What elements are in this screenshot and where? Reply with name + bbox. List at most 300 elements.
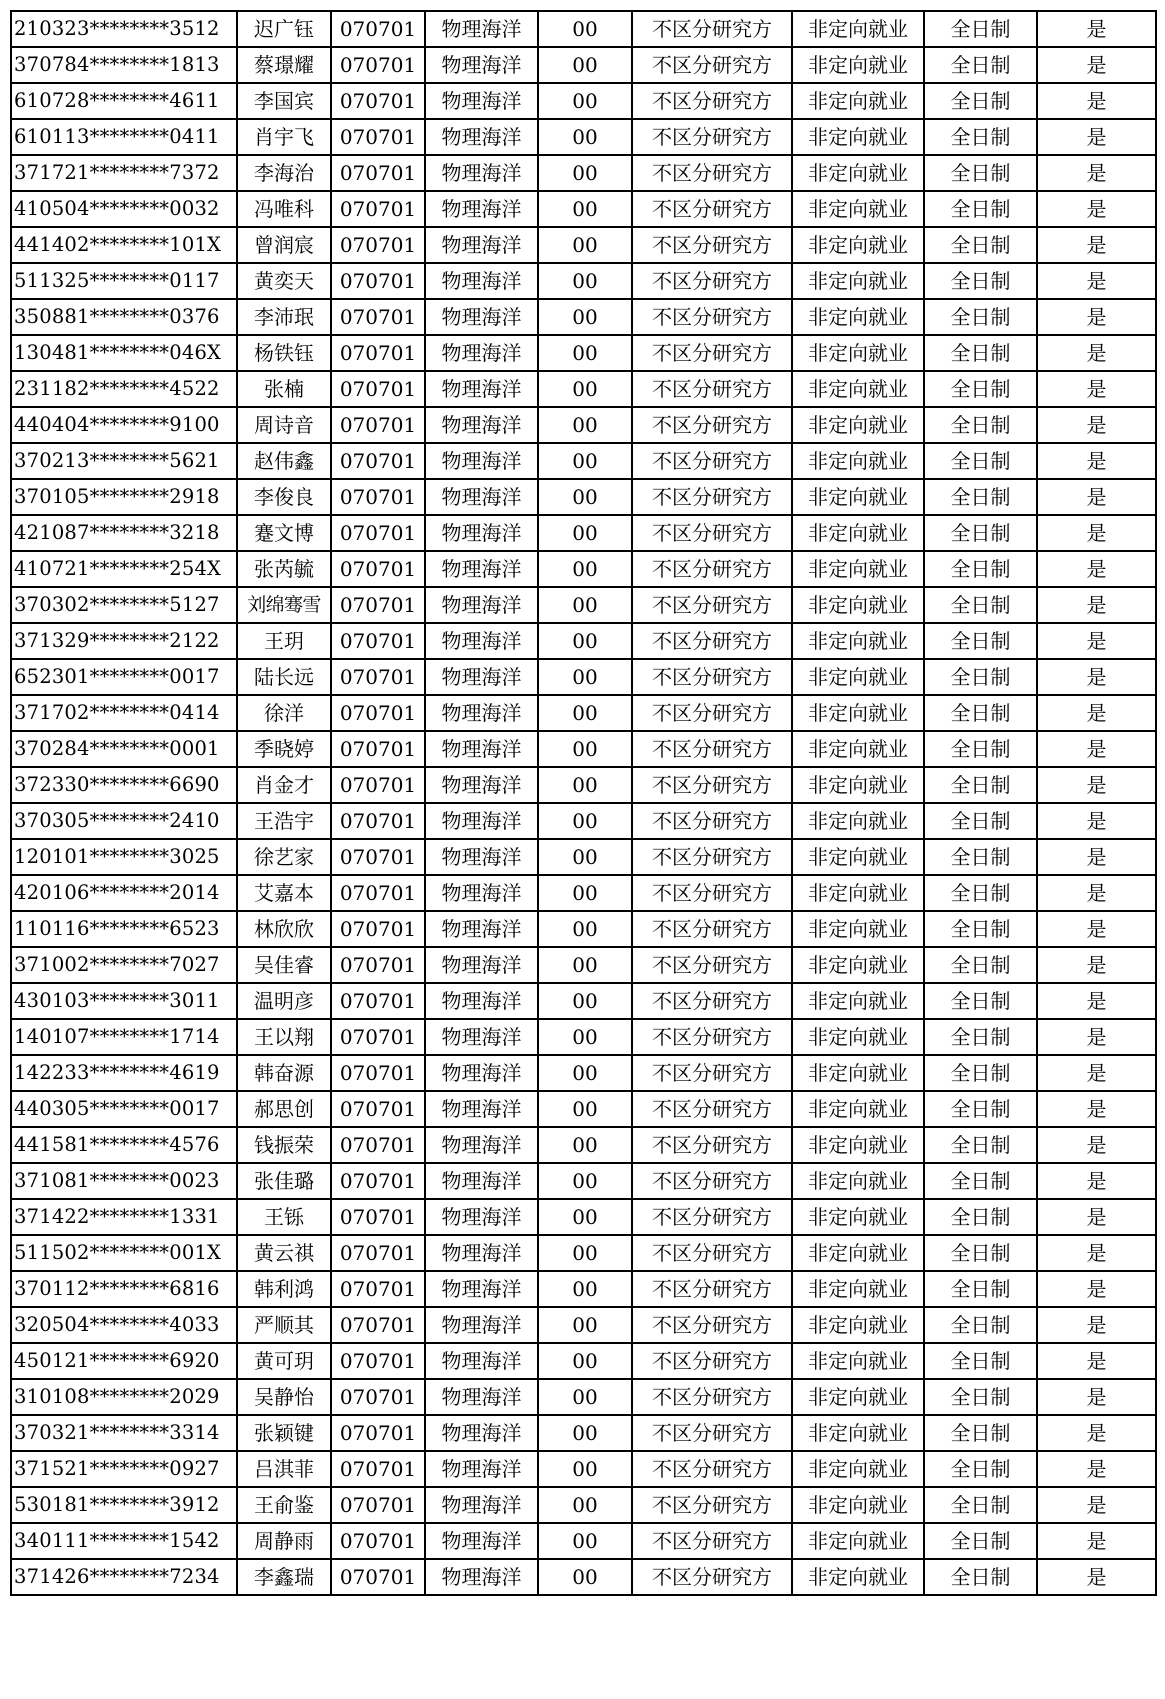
table-row	[11, 47, 1156, 83]
direction-code-cell: 00	[538, 731, 632, 767]
study-mode-cell: 全日制	[924, 767, 1037, 803]
employment-type-cell: 非定向就业	[792, 335, 924, 371]
direction-code-cell: 00	[538, 335, 632, 371]
roster-table	[10, 10, 1157, 1596]
direction-code-cell: 00	[538, 1523, 632, 1559]
table-row	[11, 1091, 1156, 1127]
study-mode-cell: 全日制	[924, 1379, 1037, 1415]
employment-type-cell: 非定向就业	[792, 623, 924, 659]
table-row	[11, 1235, 1156, 1271]
employment-type-cell: 非定向就业	[792, 1127, 924, 1163]
study-mode-cell: 全日制	[924, 371, 1037, 407]
major-code-cell: 070701	[331, 623, 425, 659]
major-code-cell: 070701	[331, 11, 425, 47]
major-name-cell: 物理海洋	[425, 839, 538, 875]
direction-code-cell: 00	[538, 191, 632, 227]
study-mode-cell: 全日制	[924, 1127, 1037, 1163]
direction-code-cell: 00	[538, 1127, 632, 1163]
id-number-cell: 370105********2918	[11, 479, 237, 515]
major-name-cell: 物理海洋	[425, 1415, 538, 1451]
study-mode-cell: 全日制	[924, 947, 1037, 983]
direction-code-cell: 00	[538, 227, 632, 263]
table-row	[11, 1559, 1156, 1595]
employment-type-cell: 非定向就业	[792, 1523, 924, 1559]
direction-name-cell: 不区分研究方	[632, 1271, 792, 1307]
employment-type-cell: 非定向就业	[792, 659, 924, 695]
admitted-cell: 是	[1037, 1379, 1156, 1415]
table-row	[11, 1523, 1156, 1559]
id-number-cell: 350881********0376	[11, 299, 237, 335]
major-code-cell: 070701	[331, 371, 425, 407]
major-code-cell: 070701	[331, 443, 425, 479]
table-row	[11, 1487, 1156, 1523]
major-code-cell: 070701	[331, 1163, 425, 1199]
name-cell: 肖宇飞	[237, 119, 331, 155]
study-mode-cell: 全日制	[924, 515, 1037, 551]
direction-name-cell: 不区分研究方	[632, 515, 792, 551]
direction-name-cell: 不区分研究方	[632, 1523, 792, 1559]
direction-name-cell: 不区分研究方	[632, 623, 792, 659]
admitted-cell: 是	[1037, 515, 1156, 551]
major-code-cell: 070701	[331, 47, 425, 83]
direction-name-cell: 不区分研究方	[632, 1019, 792, 1055]
employment-type-cell: 非定向就业	[792, 839, 924, 875]
employment-type-cell: 非定向就业	[792, 1415, 924, 1451]
employment-type-cell: 非定向就业	[792, 1559, 924, 1595]
study-mode-cell: 全日制	[924, 1559, 1037, 1595]
major-name-cell: 物理海洋	[425, 443, 538, 479]
major-code-cell: 070701	[331, 695, 425, 731]
direction-code-cell: 00	[538, 1235, 632, 1271]
direction-name-cell: 不区分研究方	[632, 11, 792, 47]
admitted-cell: 是	[1037, 443, 1156, 479]
major-name-cell: 物理海洋	[425, 1235, 538, 1271]
id-number-cell: 370305********2410	[11, 803, 237, 839]
employment-type-cell: 非定向就业	[792, 1091, 924, 1127]
table-row	[11, 1379, 1156, 1415]
admitted-cell: 是	[1037, 407, 1156, 443]
direction-name-cell: 不区分研究方	[632, 371, 792, 407]
name-cell: 严顺其	[237, 1307, 331, 1343]
name-cell: 张楠	[237, 371, 331, 407]
table-row	[11, 731, 1156, 767]
direction-name-cell: 不区分研究方	[632, 335, 792, 371]
id-number-cell: 511502********001X	[11, 1235, 237, 1271]
table-row	[11, 1271, 1156, 1307]
table-row	[11, 695, 1156, 731]
direction-name-cell: 不区分研究方	[632, 155, 792, 191]
direction-code-cell: 00	[538, 407, 632, 443]
direction-code-cell: 00	[538, 47, 632, 83]
employment-type-cell: 非定向就业	[792, 731, 924, 767]
employment-type-cell: 非定向就业	[792, 515, 924, 551]
id-number-cell: 372330********6690	[11, 767, 237, 803]
employment-type-cell: 非定向就业	[792, 1487, 924, 1523]
direction-name-cell: 不区分研究方	[632, 551, 792, 587]
direction-code-cell: 00	[538, 623, 632, 659]
table-row	[11, 227, 1156, 263]
admitted-cell: 是	[1037, 335, 1156, 371]
id-number-cell: 130481********046X	[11, 335, 237, 371]
employment-type-cell: 非定向就业	[792, 11, 924, 47]
direction-name-cell: 不区分研究方	[632, 983, 792, 1019]
major-code-cell: 070701	[331, 299, 425, 335]
id-number-cell: 430103********3011	[11, 983, 237, 1019]
name-cell: 周静雨	[237, 1523, 331, 1559]
major-name-cell: 物理海洋	[425, 515, 538, 551]
major-name-cell: 物理海洋	[425, 1343, 538, 1379]
direction-code-cell: 00	[538, 875, 632, 911]
table-row	[11, 335, 1156, 371]
study-mode-cell: 全日制	[924, 1271, 1037, 1307]
major-name-cell: 物理海洋	[425, 407, 538, 443]
direction-name-cell: 不区分研究方	[632, 1235, 792, 1271]
major-name-cell: 物理海洋	[425, 551, 538, 587]
direction-code-cell: 00	[538, 371, 632, 407]
id-number-cell: 120101********3025	[11, 839, 237, 875]
major-code-cell: 070701	[331, 803, 425, 839]
name-cell: 杨铁钰	[237, 335, 331, 371]
name-cell: 季晓婷	[237, 731, 331, 767]
direction-name-cell: 不区分研究方	[632, 875, 792, 911]
employment-type-cell: 非定向就业	[792, 1271, 924, 1307]
name-cell: 李海治	[237, 155, 331, 191]
study-mode-cell: 全日制	[924, 1487, 1037, 1523]
direction-code-cell: 00	[538, 299, 632, 335]
name-cell: 王以翔	[237, 1019, 331, 1055]
admitted-cell: 是	[1037, 227, 1156, 263]
major-name-cell: 物理海洋	[425, 1271, 538, 1307]
table-row	[11, 443, 1156, 479]
major-code-cell: 070701	[331, 119, 425, 155]
table-row	[11, 659, 1156, 695]
direction-code-cell: 00	[538, 263, 632, 299]
table-row	[11, 263, 1156, 299]
admitted-cell: 是	[1037, 911, 1156, 947]
table-row	[11, 1199, 1156, 1235]
employment-type-cell: 非定向就业	[792, 47, 924, 83]
id-number-cell: 370284********0001	[11, 731, 237, 767]
major-code-cell: 070701	[331, 407, 425, 443]
study-mode-cell: 全日制	[924, 1307, 1037, 1343]
name-cell: 林欣欣	[237, 911, 331, 947]
id-number-cell: 210323********3512	[11, 11, 237, 47]
major-code-cell: 070701	[331, 911, 425, 947]
major-name-cell: 物理海洋	[425, 623, 538, 659]
direction-code-cell: 00	[538, 1559, 632, 1595]
employment-type-cell: 非定向就业	[792, 1451, 924, 1487]
table-row	[11, 515, 1156, 551]
direction-code-cell: 00	[538, 983, 632, 1019]
direction-name-cell: 不区分研究方	[632, 695, 792, 731]
table-row	[11, 911, 1156, 947]
admitted-cell: 是	[1037, 11, 1156, 47]
admitted-cell: 是	[1037, 659, 1156, 695]
admitted-cell: 是	[1037, 875, 1156, 911]
admitted-cell: 是	[1037, 1199, 1156, 1235]
id-number-cell: 310108********2029	[11, 1379, 237, 1415]
id-number-cell: 370784********1813	[11, 47, 237, 83]
id-number-cell: 231182********4522	[11, 371, 237, 407]
employment-type-cell: 非定向就业	[792, 695, 924, 731]
name-cell: 黄奕天	[237, 263, 331, 299]
study-mode-cell: 全日制	[924, 659, 1037, 695]
employment-type-cell: 非定向就业	[792, 1199, 924, 1235]
admitted-cell: 是	[1037, 767, 1156, 803]
admitted-cell: 是	[1037, 1307, 1156, 1343]
study-mode-cell: 全日制	[924, 299, 1037, 335]
major-name-cell: 物理海洋	[425, 1379, 538, 1415]
direction-code-cell: 00	[538, 1271, 632, 1307]
table-row	[11, 767, 1156, 803]
admitted-cell: 是	[1037, 695, 1156, 731]
name-cell: 王俞鉴	[237, 1487, 331, 1523]
id-number-cell: 371426********7234	[11, 1559, 237, 1595]
id-number-cell: 420106********2014	[11, 875, 237, 911]
employment-type-cell: 非定向就业	[792, 263, 924, 299]
major-code-cell: 070701	[331, 335, 425, 371]
admitted-cell: 是	[1037, 947, 1156, 983]
major-name-cell: 物理海洋	[425, 947, 538, 983]
study-mode-cell: 全日制	[924, 227, 1037, 263]
major-name-cell: 物理海洋	[425, 119, 538, 155]
name-cell: 徐艺家	[237, 839, 331, 875]
direction-name-cell: 不区分研究方	[632, 947, 792, 983]
id-number-cell: 370213********5621	[11, 443, 237, 479]
direction-code-cell: 00	[538, 155, 632, 191]
major-name-cell: 物理海洋	[425, 155, 538, 191]
name-cell: 李俊良	[237, 479, 331, 515]
direction-name-cell: 不区分研究方	[632, 1451, 792, 1487]
employment-type-cell: 非定向就业	[792, 767, 924, 803]
major-code-cell: 070701	[331, 587, 425, 623]
admitted-cell: 是	[1037, 1487, 1156, 1523]
direction-name-cell: 不区分研究方	[632, 1199, 792, 1235]
admitted-cell: 是	[1037, 263, 1156, 299]
direction-code-cell: 00	[538, 119, 632, 155]
employment-type-cell: 非定向就业	[792, 983, 924, 1019]
major-name-cell: 物理海洋	[425, 1451, 538, 1487]
major-name-cell: 物理海洋	[425, 11, 538, 47]
direction-code-cell: 00	[538, 767, 632, 803]
direction-code-cell: 00	[538, 659, 632, 695]
major-code-cell: 070701	[331, 1451, 425, 1487]
major-name-cell: 物理海洋	[425, 659, 538, 695]
admitted-cell: 是	[1037, 83, 1156, 119]
study-mode-cell: 全日制	[924, 1055, 1037, 1091]
major-code-cell: 070701	[331, 191, 425, 227]
study-mode-cell: 全日制	[924, 983, 1037, 1019]
admitted-cell: 是	[1037, 1127, 1156, 1163]
direction-name-cell: 不区分研究方	[632, 83, 792, 119]
major-code-cell: 070701	[331, 839, 425, 875]
roster-sheet	[10, 10, 1155, 1596]
study-mode-cell: 全日制	[924, 803, 1037, 839]
study-mode-cell: 全日制	[924, 1523, 1037, 1559]
name-cell: 郝思创	[237, 1091, 331, 1127]
study-mode-cell: 全日制	[924, 731, 1037, 767]
id-number-cell: 371081********0023	[11, 1163, 237, 1199]
admitted-cell: 是	[1037, 1091, 1156, 1127]
name-cell: 曾润宸	[237, 227, 331, 263]
direction-name-cell: 不区分研究方	[632, 1487, 792, 1523]
major-name-cell: 物理海洋	[425, 1091, 538, 1127]
major-code-cell: 070701	[331, 1307, 425, 1343]
employment-type-cell: 非定向就业	[792, 1307, 924, 1343]
major-name-cell: 物理海洋	[425, 1019, 538, 1055]
admitted-cell: 是	[1037, 1055, 1156, 1091]
table-row	[11, 155, 1156, 191]
employment-type-cell: 非定向就业	[792, 1019, 924, 1055]
study-mode-cell: 全日制	[924, 1199, 1037, 1235]
id-number-cell: 410504********0032	[11, 191, 237, 227]
major-name-cell: 物理海洋	[425, 479, 538, 515]
major-code-cell: 070701	[331, 1019, 425, 1055]
major-name-cell: 物理海洋	[425, 227, 538, 263]
admitted-cell: 是	[1037, 623, 1156, 659]
major-name-cell: 物理海洋	[425, 83, 538, 119]
name-cell: 韩奋源	[237, 1055, 331, 1091]
roster-body	[11, 11, 1156, 1595]
study-mode-cell: 全日制	[924, 11, 1037, 47]
id-number-cell: 370302********5127	[11, 587, 237, 623]
admitted-cell: 是	[1037, 731, 1156, 767]
employment-type-cell: 非定向就业	[792, 299, 924, 335]
major-name-cell: 物理海洋	[425, 47, 538, 83]
table-row	[11, 1451, 1156, 1487]
table-row	[11, 119, 1156, 155]
table-row	[11, 191, 1156, 227]
major-name-cell: 物理海洋	[425, 767, 538, 803]
direction-code-cell: 00	[538, 551, 632, 587]
employment-type-cell: 非定向就业	[792, 911, 924, 947]
admitted-cell: 是	[1037, 1271, 1156, 1307]
name-cell: 黄云祺	[237, 1235, 331, 1271]
admitted-cell: 是	[1037, 119, 1156, 155]
employment-type-cell: 非定向就业	[792, 227, 924, 263]
employment-type-cell: 非定向就业	[792, 1235, 924, 1271]
direction-name-cell: 不区分研究方	[632, 299, 792, 335]
major-code-cell: 070701	[331, 1343, 425, 1379]
direction-code-cell: 00	[538, 1307, 632, 1343]
name-cell: 钱振荣	[237, 1127, 331, 1163]
direction-name-cell: 不区分研究方	[632, 443, 792, 479]
major-code-cell: 070701	[331, 1415, 425, 1451]
id-number-cell: 371329********2122	[11, 623, 237, 659]
major-name-cell: 物理海洋	[425, 1307, 538, 1343]
admitted-cell: 是	[1037, 371, 1156, 407]
admitted-cell: 是	[1037, 551, 1156, 587]
direction-code-cell: 00	[538, 1451, 632, 1487]
direction-name-cell: 不区分研究方	[632, 1091, 792, 1127]
admitted-cell: 是	[1037, 299, 1156, 335]
direction-name-cell: 不区分研究方	[632, 227, 792, 263]
id-number-cell: 142233********4619	[11, 1055, 237, 1091]
admitted-cell: 是	[1037, 1451, 1156, 1487]
major-code-cell: 070701	[331, 1379, 425, 1415]
employment-type-cell: 非定向就业	[792, 407, 924, 443]
direction-name-cell: 不区分研究方	[632, 1379, 792, 1415]
study-mode-cell: 全日制	[924, 335, 1037, 371]
employment-type-cell: 非定向就业	[792, 587, 924, 623]
id-number-cell: 410721********254X	[11, 551, 237, 587]
major-code-cell: 070701	[331, 1235, 425, 1271]
id-number-cell: 110116********6523	[11, 911, 237, 947]
employment-type-cell: 非定向就业	[792, 1343, 924, 1379]
study-mode-cell: 全日制	[924, 1091, 1037, 1127]
direction-name-cell: 不区分研究方	[632, 1127, 792, 1163]
major-code-cell: 070701	[331, 1523, 425, 1559]
major-name-cell: 物理海洋	[425, 695, 538, 731]
name-cell: 温明彦	[237, 983, 331, 1019]
direction-name-cell: 不区分研究方	[632, 659, 792, 695]
name-cell: 蔡璟耀	[237, 47, 331, 83]
admitted-cell: 是	[1037, 1235, 1156, 1271]
major-name-cell: 物理海洋	[425, 731, 538, 767]
study-mode-cell: 全日制	[924, 1019, 1037, 1055]
study-mode-cell: 全日制	[924, 155, 1037, 191]
id-number-cell: 421087********3218	[11, 515, 237, 551]
name-cell: 张颖键	[237, 1415, 331, 1451]
name-cell: 王铄	[237, 1199, 331, 1235]
direction-name-cell: 不区分研究方	[632, 1307, 792, 1343]
id-number-cell: 530181********3912	[11, 1487, 237, 1523]
study-mode-cell: 全日制	[924, 1343, 1037, 1379]
table-row	[11, 479, 1156, 515]
id-number-cell: 450121********6920	[11, 1343, 237, 1379]
direction-name-cell: 不区分研究方	[632, 767, 792, 803]
admitted-cell: 是	[1037, 839, 1156, 875]
study-mode-cell: 全日制	[924, 587, 1037, 623]
direction-code-cell: 00	[538, 1163, 632, 1199]
major-code-cell: 070701	[331, 1559, 425, 1595]
direction-name-cell: 不区分研究方	[632, 119, 792, 155]
id-number-cell: 140107********1714	[11, 1019, 237, 1055]
direction-name-cell: 不区分研究方	[632, 191, 792, 227]
major-code-cell: 070701	[331, 947, 425, 983]
direction-name-cell: 不区分研究方	[632, 263, 792, 299]
employment-type-cell: 非定向就业	[792, 1055, 924, 1091]
employment-type-cell: 非定向就业	[792, 371, 924, 407]
major-name-cell: 物理海洋	[425, 1163, 538, 1199]
name-cell: 李沛珉	[237, 299, 331, 335]
major-name-cell: 物理海洋	[425, 911, 538, 947]
admitted-cell: 是	[1037, 983, 1156, 1019]
name-cell: 张芮毓	[237, 551, 331, 587]
id-number-cell: 371521********0927	[11, 1451, 237, 1487]
table-row	[11, 1415, 1156, 1451]
study-mode-cell: 全日制	[924, 119, 1037, 155]
name-cell: 赵伟鑫	[237, 443, 331, 479]
name-cell: 张佳璐	[237, 1163, 331, 1199]
major-code-cell: 070701	[331, 1055, 425, 1091]
major-name-cell: 物理海洋	[425, 299, 538, 335]
direction-name-cell: 不区分研究方	[632, 479, 792, 515]
major-name-cell: 物理海洋	[425, 1199, 538, 1235]
major-code-cell: 070701	[331, 515, 425, 551]
direction-code-cell: 00	[538, 911, 632, 947]
admitted-cell: 是	[1037, 1415, 1156, 1451]
table-row	[11, 587, 1156, 623]
direction-name-cell: 不区分研究方	[632, 731, 792, 767]
table-row	[11, 803, 1156, 839]
id-number-cell: 371002********7027	[11, 947, 237, 983]
employment-type-cell: 非定向就业	[792, 479, 924, 515]
id-number-cell: 511325********0117	[11, 263, 237, 299]
direction-code-cell: 00	[538, 479, 632, 515]
name-cell: 吴佳睿	[237, 947, 331, 983]
table-row	[11, 1343, 1156, 1379]
